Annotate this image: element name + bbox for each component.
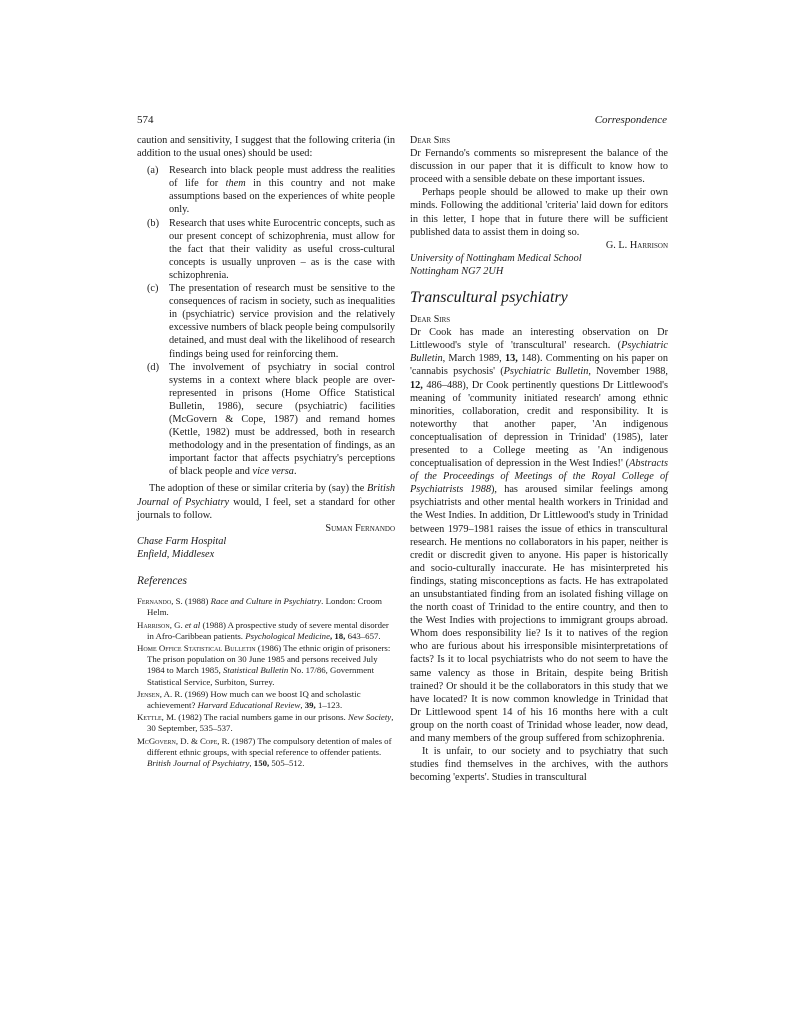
address-line: Nottingham NG7 2UH [410,265,504,277]
salutation: Dear Sirs [410,135,451,146]
criterion-label: (b) [147,217,160,229]
criterion-text: The involvement of psychiatry in social control systems in a context where black people are over-represented in prisons (Home Office Statistical Bulletin, 1986), secure (psychiatric) facilities (McGovern & Cope, 1987) and remand homes (Kettle, 1982) must be addressed, both in research methodology and in the presentation of findings, as an important factor that affects psychiatry's perceptions of black people and [169,361,395,478]
criterion-text: The presentation of research must be sensitive to the consequences of racism in society, such as inequalities in (psychiatric) service provision and the relatively excessive numbers of black people being compulsorily detained, and must deal with the likelihood of research findings being used for reinforcing them. [169,283,395,360]
page-number: 574 [137,114,154,126]
reference-item: Fernando, S. (1988) Race and Culture in Psychiatry. London: Croom Helm. [137,596,383,618]
address-line: University of Nottingham Medical School [410,252,582,264]
criterion-a [137,164,395,216]
intro-paragraph: caution and sensitivity, I suggest that the following criteria (in addition to the usual ones) should be used: [137,135,395,160]
reference-item: McGovern, D. & Cope, R. (1987) The compulsory detention of males of different ethnic groups, with special reference to offender patients. British Journal of Psychiatry, 150, 505–512. [137,735,392,768]
author-signature: Suman Fernando [325,522,395,534]
criterion-text: . [293,466,297,478]
journal-title: British Journal of Psychiatry [137,483,395,508]
right-column [410,134,668,784]
section-title: Transcultural psychiatry [410,289,568,307]
criterion-label: (d) [147,361,160,373]
letter-paragraph: Perhaps people should be allowed to make up their own minds. Following the additional 'criteria' laid down for editors in this letter, I hope that in future there will be sufficient published data to assist them in doing so. [410,187,668,238]
address-line: Chase Farm Hospital [137,535,227,547]
criterion-text: in this country and not make assumptions based on the experiences of white people only. [169,178,396,216]
left-column [137,134,395,770]
salutation: Dear Sirs [410,314,451,326]
criterion-c [137,282,395,361]
closing-paragraph: The adoption of these or similar criteria by (say) the British Journal of Psychiatry would, I feel, set a standard for other journals to follow. [137,483,395,521]
criterion-text: Research into black people must address the realities of life for [169,165,395,190]
reference-item: Home Office Statistical Bulletin (1986) The ethnic origin of prisoners: The prison population on 30 June 1985 and persons received July 1984 to March 1985, Statistical Bulletin No. 17/86, Government Statistical Service, Surbiton, Surrey. [137,642,391,687]
criterion-emphasis: vice versa [252,466,294,478]
criterion-text: Research that uses white Eurocentric concepts, such as our present concept of schizophrenia, must allow for the fact that their validity as useful cross-cultural concepts is usually unproven – as is the case with schizophrenia. [169,217,395,281]
author-signature: G. L. Harrison [605,239,668,251]
page-header [137,114,667,130]
criterion-b [137,217,395,282]
criterion-label: (a) [147,165,159,177]
address-line: Enfield, Middlesex [137,548,215,560]
letter-paragraph: Dr Cook has made an interesting observation on Dr Littlewood's style of 'transcultural' research. (Psychiatric Bulletin, March 1989, 13, 148). Commenting on his paper on 'cannabis psychosis' (Psychiatric Bulletin, November 1988, 12, 486–488), Dr Cook pertinently questions Dr Littlewood's meaning of 'community initiated research' among ethnic minorities, collaboration, credit and responsibility. It is noteworthy that another paper, 'An indigenous conceptualisation of depression in Trinidad' (1985), later presented to a College meeting as 'An indigenous conceptualisation of depression in the West Indies!' (Abstracts of the Proceedings of Meetings of the Royal College of Psychiatrists 1988), has aroused similar feelings among psychiatrists and other mental health workers in Trinidad and the West Indies. In addition, Dr Littlewood's study in Trinidad between 1979–1981 raises the issue of ethics in transcultural research. He mentions no collaborators in his paper, neither is credit or discredit given to anyone. His paper is historically and socio-culturally inaccurate. He has misinterpreted his findings, stating misconceptions as facts. He has extrapolated an unsubstantiated finding from an isolated fishing village on the north coast of Trinidad to the entire country, and then to the West Indies with projections to immigrant groups abroad. Whom does responsibility lie? Is it to natives of the region who are furious about his irresponsible misinterpretations of facts? Is it to local psychiatrists who do not seem to have the same valency as those in Britain, despite being British trained? Or should it be the collaborators in this study that we have located? It is now common knowledge in Trinidad that Dr Littlewood spent 14 of his 16 months here with a cult group on the north coast of Trinidad whose leader, now dead, and many members of the group suffered from schizophrenia. [410,327,668,745]
criterion-d [137,361,395,479]
reference-item: Harrison, G. et al (1988) A prospective study of severe mental disorder in Afro-Caribbean patients. Psychological Medicine, 18, 643–657. [137,619,389,641]
criteria-list [137,164,395,478]
criterion-emphasis: them [225,178,246,190]
references-heading: References [137,575,188,587]
criterion-label: (c) [147,283,159,295]
letter-paragraph: It is unfair, to our society and to psychiatry that such studies find themselves in the archives, with the authors becoming 'experts'. Studies in transcultural [410,746,668,784]
running-head: Correspondence [594,114,667,126]
reference-item: Kettle, M. (1982) The racial numbers game in our prisons. New Society, 30 September, 535–537. [137,712,394,734]
letter-paragraph: Dr Fernando's comments so misrepresent the balance of the discussion in our paper that it is difficult to know how to proceed with a sensible debate on these important issues. [410,148,668,186]
reference-item: Jensen, A. R. (1969) How much can we boost IQ and scholastic achievement? Harvard Educational Review, 39, 1–123. [137,688,361,710]
